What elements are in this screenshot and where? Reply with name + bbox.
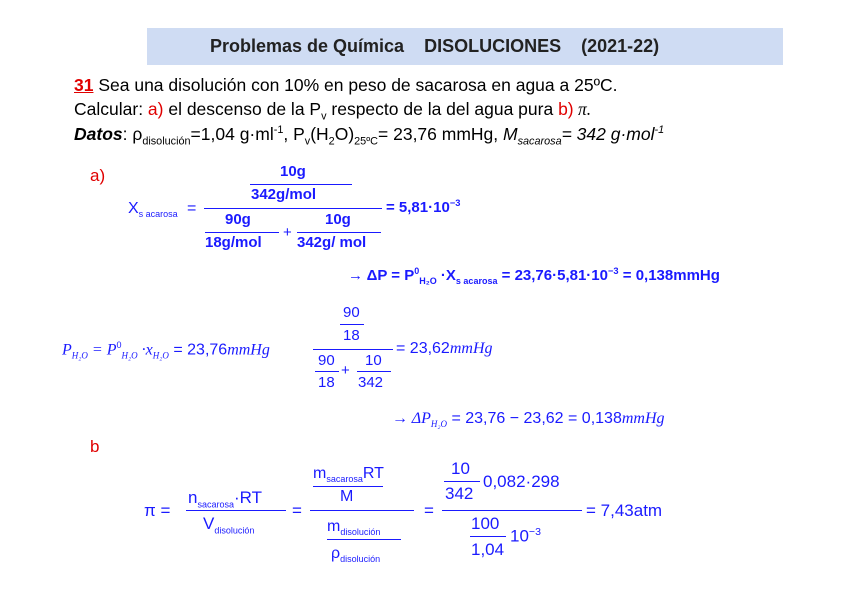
p-lhs-sub: H₂O xyxy=(71,350,88,361)
part-a-tail: respecto de la del agua pura xyxy=(326,99,559,119)
p-sub2: 2 xyxy=(328,135,335,148)
dp2-line xyxy=(392,410,665,429)
m-exp: -1 xyxy=(654,124,665,137)
m-sacarosa xyxy=(313,465,384,484)
part-b-label: b xyxy=(90,437,100,456)
eq2: = xyxy=(424,501,434,520)
v-sub: disolución xyxy=(214,525,255,536)
rho-sub-b: disolución xyxy=(340,554,381,565)
rho-value: =1,04 g·ml xyxy=(190,124,274,144)
p-result-value: = 23,62 xyxy=(396,340,450,357)
f-top-bar xyxy=(340,324,364,325)
year-label: (2021-22) xyxy=(581,36,660,56)
f-b2-top: 10 xyxy=(365,352,382,369)
x-result xyxy=(386,198,460,216)
delta-p-line xyxy=(348,266,720,286)
t-bar xyxy=(444,481,480,482)
plus-sign: + xyxy=(283,224,292,241)
rt2-symbol: RT xyxy=(362,465,384,482)
topic-title: DISOLUCIONES xyxy=(424,36,562,56)
p-sub: H₂O xyxy=(121,350,138,361)
p-lhs: P xyxy=(62,341,72,359)
main-bar xyxy=(204,208,382,209)
eq1: = xyxy=(292,501,302,520)
rt-symbol: ·RT xyxy=(234,488,263,507)
rho-symbol: : ρ xyxy=(122,124,143,144)
b-bar xyxy=(470,536,506,537)
p-value: = 23,76 mmHg, xyxy=(378,124,504,144)
dp2-unit: mmHg xyxy=(621,410,665,427)
den2-top: 10g xyxy=(325,211,351,228)
b-exp-base: 10 xyxy=(510,526,529,546)
rho-symbol-b: ρ xyxy=(331,545,341,562)
eq-sign: = xyxy=(187,200,197,217)
m-disolucion xyxy=(327,518,380,537)
dp-value: = 23,76·5,81·10 xyxy=(497,267,608,284)
dp-xsub: s acarosa xyxy=(455,276,498,286)
M-symbol: M xyxy=(340,488,354,505)
f-plus: + xyxy=(341,362,350,379)
page-title xyxy=(210,36,659,57)
m2-symbol: m xyxy=(327,518,341,535)
f-b1-bar xyxy=(315,371,339,372)
f-b1-top: 90 xyxy=(318,352,335,369)
part-a-ref: a) xyxy=(147,99,164,119)
b-bottom: 1,04 xyxy=(471,540,505,559)
f-top-bottom: 18 xyxy=(343,327,360,344)
course-title: Problemas de Química xyxy=(210,36,405,56)
num-bottom: 342g/mol xyxy=(251,186,317,203)
x-symbol: X xyxy=(128,200,139,217)
problem-line-1 xyxy=(74,75,617,96)
x-sacarosa xyxy=(128,200,178,219)
dp2-sub: H₂O xyxy=(430,419,448,430)
m2-bar xyxy=(327,539,401,540)
x-result-exp: −3 xyxy=(449,198,461,208)
p-value: = 23,76 xyxy=(168,341,228,359)
m2-sub: disolución xyxy=(340,527,381,538)
f-top-top: 90 xyxy=(343,304,360,321)
p-sub3: 25ºC xyxy=(354,135,379,148)
part-b-text: π. xyxy=(573,99,592,119)
b-result-bar xyxy=(442,510,582,511)
dp-sup: 0 xyxy=(414,266,420,276)
p-result-unit: mmHg xyxy=(449,340,493,357)
b-main-bar xyxy=(310,510,414,511)
m-symbol: m xyxy=(313,465,327,482)
data-label: Datos xyxy=(74,124,123,144)
n-symbol: n xyxy=(188,488,198,507)
num-top: 10g xyxy=(280,163,306,180)
f-main-bar xyxy=(313,349,393,350)
problem-line-2 xyxy=(74,99,591,123)
t-bottom: 342 xyxy=(445,484,474,503)
n-sub: sacarosa xyxy=(197,499,234,510)
pv-sub: v xyxy=(321,110,327,123)
n-sacarosa xyxy=(188,488,262,509)
x-result-value: = 5,81·10 xyxy=(386,199,450,216)
problem-number: 31 xyxy=(74,75,94,95)
part-a-label: a) xyxy=(90,166,106,185)
m-value: = 342 g·mol xyxy=(561,124,655,144)
n-bar xyxy=(186,510,286,511)
f-b2-bottom: 342 xyxy=(358,374,384,391)
p-unit: mmHg xyxy=(227,341,270,359)
dp-exp: −3 xyxy=(607,266,619,276)
t-value: 0,082·298 xyxy=(483,472,560,491)
f-b2-bar xyxy=(357,371,391,372)
p-sup: 0 xyxy=(116,340,122,350)
dp-x: ·X xyxy=(436,267,456,284)
m-symbol: M xyxy=(503,124,518,144)
p-eq: = P xyxy=(87,341,117,359)
p-symbol: , P xyxy=(283,124,305,144)
problem-text-1: Sea una disolución con 10% en peso de sacarosa en agua a 25ºC. xyxy=(98,75,618,95)
b-exp xyxy=(510,526,541,547)
b-top: 100 xyxy=(471,514,500,533)
p-xsub: H₂O xyxy=(152,350,169,361)
p-x: ·x xyxy=(137,341,153,359)
p-h2o-eq xyxy=(62,340,270,361)
pi-result: = 7,43atm xyxy=(586,501,663,520)
dp-arrow: → ΔP = P xyxy=(348,267,415,284)
dp-sub: H₂O xyxy=(419,276,437,286)
dp2-value: = 23,76 − 23,62 = 0,138 xyxy=(447,410,622,427)
p-result xyxy=(396,340,493,358)
den1-top: 90g xyxy=(225,211,251,228)
p-mid: (H xyxy=(310,124,329,144)
rho-exp: -1 xyxy=(273,124,284,137)
b-exp-value: −3 xyxy=(528,526,541,538)
rho-disolucion xyxy=(331,545,380,564)
p-mid2: O) xyxy=(334,124,355,144)
t-top: 10 xyxy=(451,459,470,478)
problem-data-line xyxy=(74,124,664,148)
part-a-text: el descenso de la P xyxy=(163,99,322,119)
m-sub: sacarosa xyxy=(517,135,562,148)
v-disolucion xyxy=(203,514,254,535)
rho-sub: disolución xyxy=(142,135,191,148)
f-b1-bottom: 18 xyxy=(318,374,335,391)
m-sub: sacarosa xyxy=(326,474,363,485)
p-sub: v xyxy=(304,135,311,148)
v-symbol: V xyxy=(203,514,215,533)
pi-eq: π = xyxy=(144,501,171,520)
dp2-symbol: → ΔP xyxy=(392,410,431,427)
dp-result: = 0,138mmHg xyxy=(618,267,720,284)
den2-bottom: 342g/ mol xyxy=(297,234,367,251)
x-sub: s acarosa xyxy=(138,209,178,220)
calc-label: Calcular: xyxy=(74,99,148,119)
part-b-ref: b) xyxy=(558,99,574,119)
den1-bottom: 18g/mol xyxy=(205,234,262,251)
